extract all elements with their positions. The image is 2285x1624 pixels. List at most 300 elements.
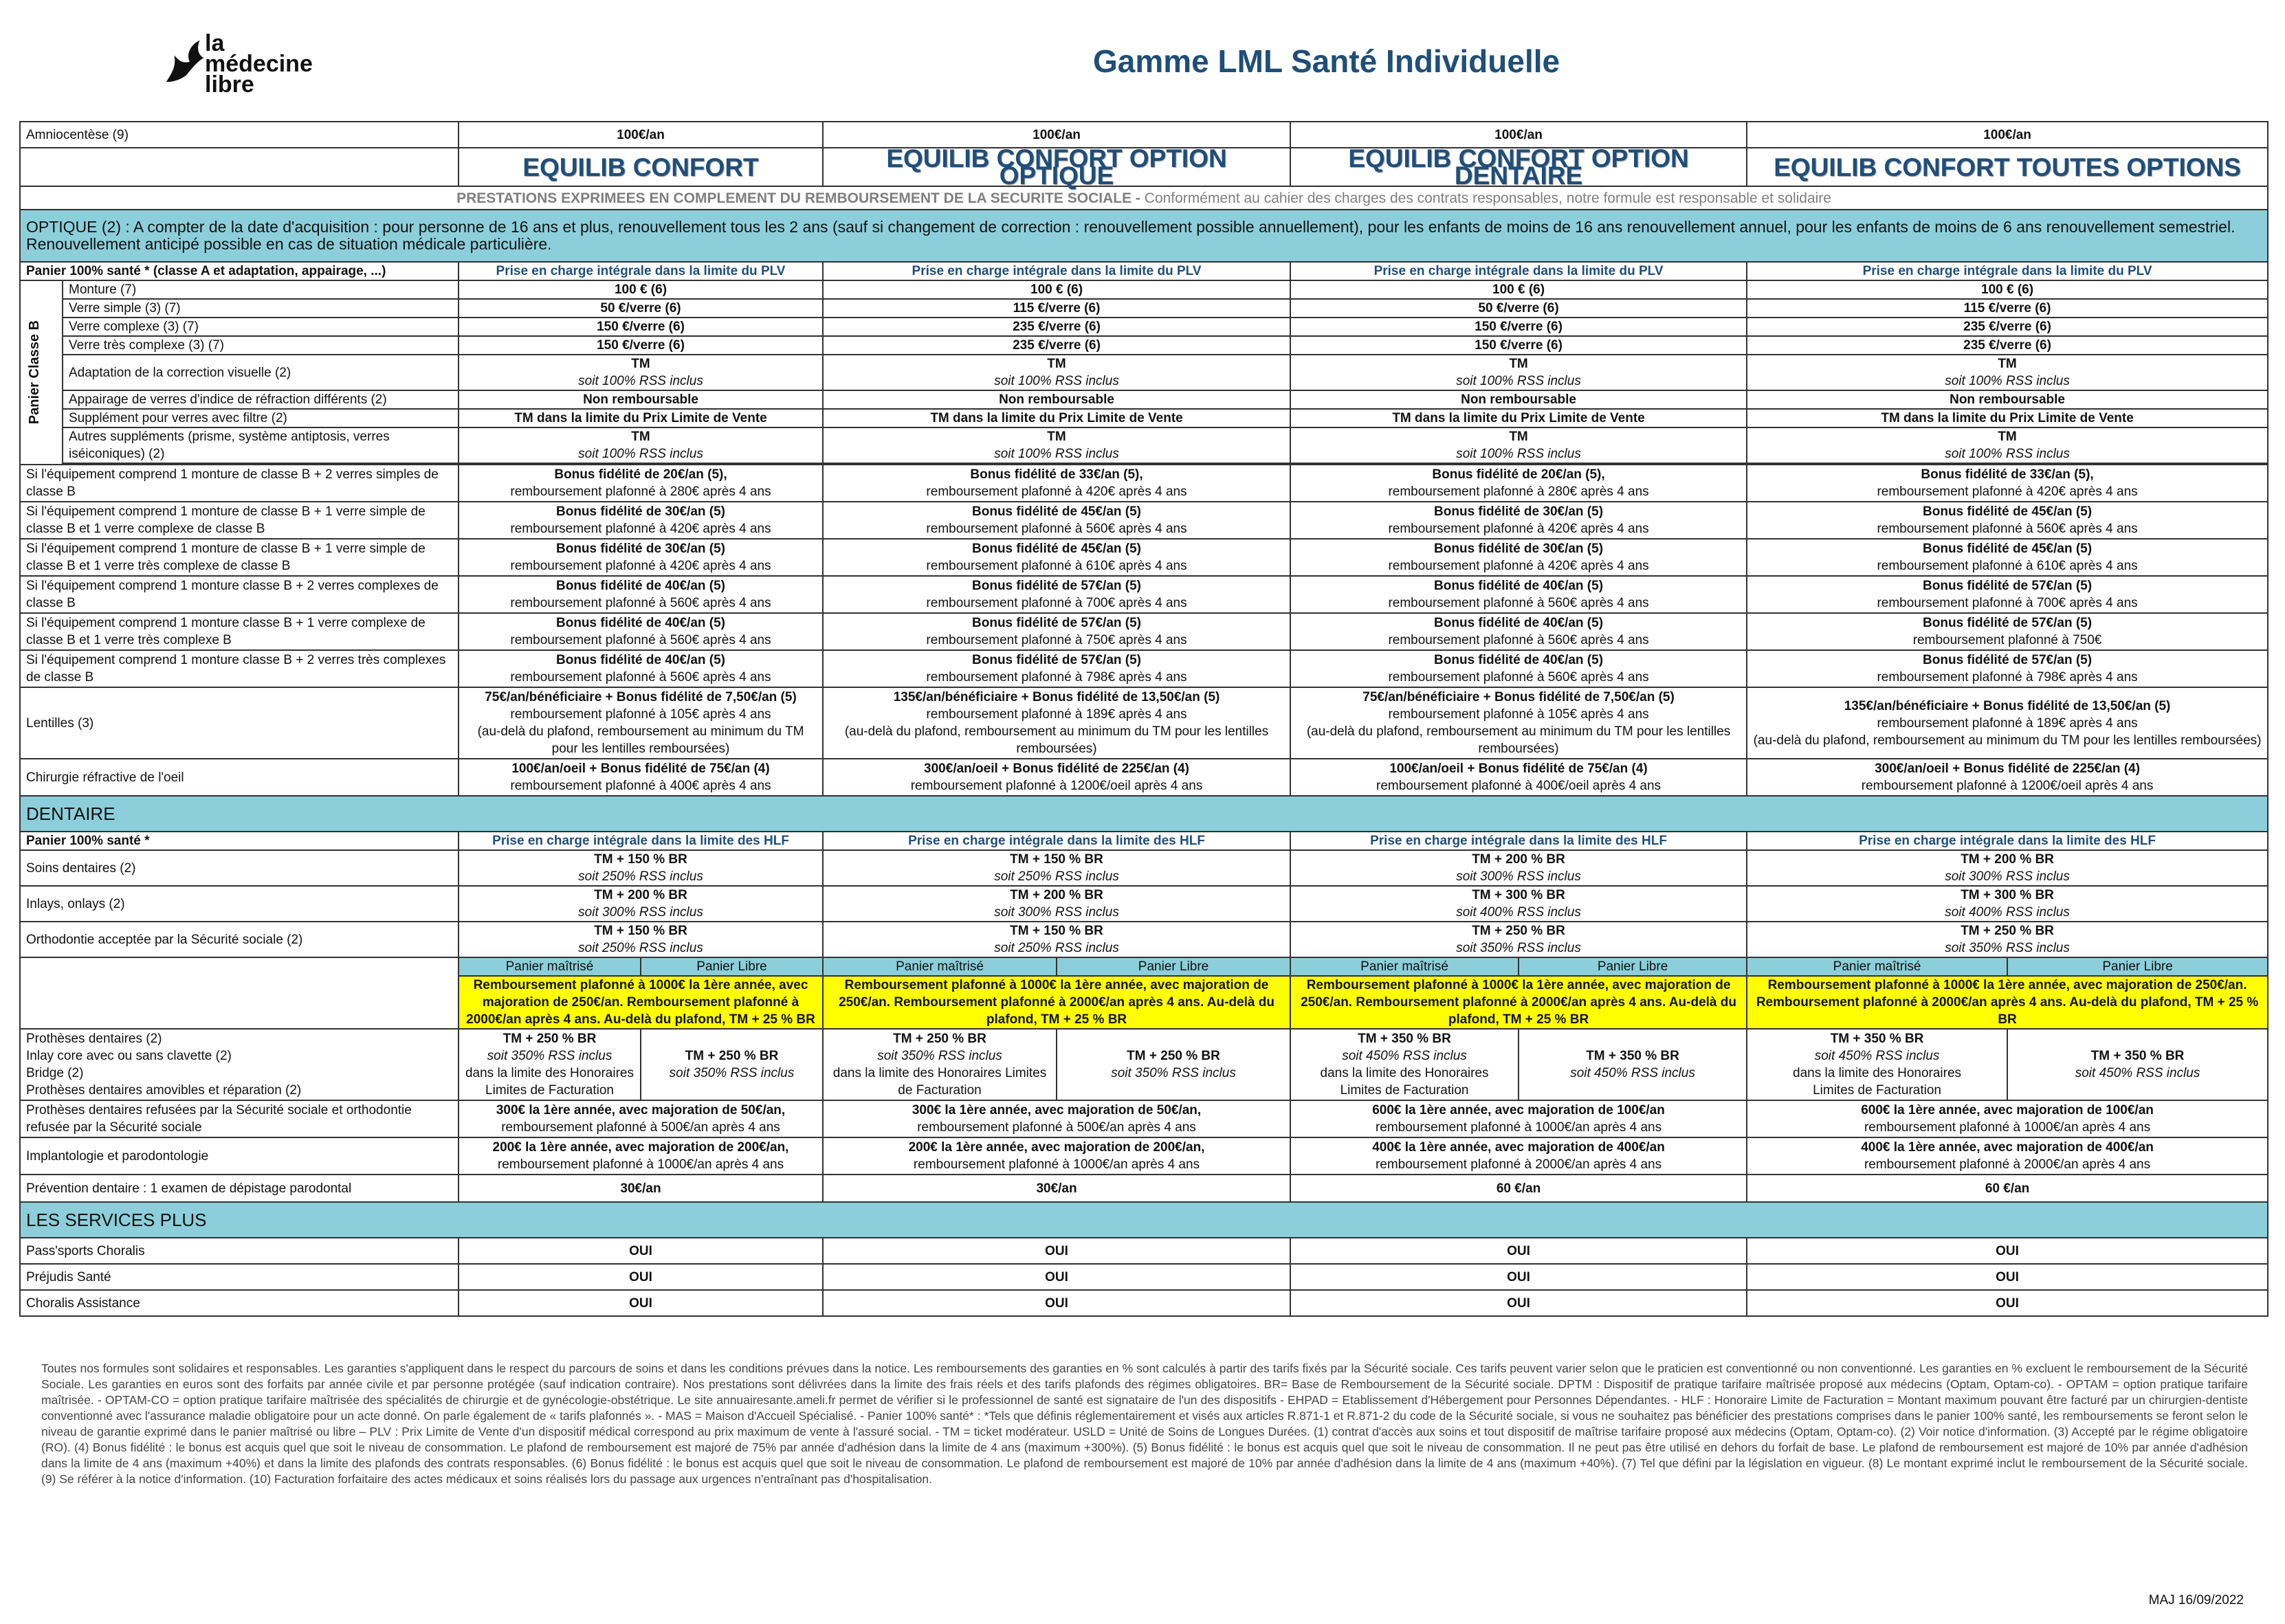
value-cell [1290, 687, 1747, 759]
row-label: Verre très complexe (3) (7) [63, 336, 459, 355]
value-cell [1290, 502, 1747, 539]
dentaire-header [20, 796, 2268, 832]
cell-line: remboursement plafonné à 1000€/an après 4 ans [497, 1157, 784, 1172]
prestations-note: PRESTATIONS EXPRIMEES EN COMPLEMENT DU REMBOURSEMENT DE LA SECURITE SOCIALE - Conformément au cahier des charges des contrats responsables, notre formule est responsable et solidaire [20, 186, 2268, 210]
value-cell [823, 427, 1290, 463]
cell-line: remboursement plafonné à 420€ après 4 ans [510, 559, 771, 573]
section-dentaire: DENTAIRE [20, 796, 2268, 832]
value-cell [459, 687, 823, 759]
panier-header-row [20, 957, 2268, 976]
value-cell: OUI [459, 1238, 823, 1264]
panier-libre-label: Panier Libre [641, 957, 823, 976]
row-label: Choralis Assistance [20, 1290, 459, 1316]
cell-line: remboursement plafonné à 560€ après 4 ans [1388, 596, 1649, 610]
value-cell [1747, 539, 2268, 576]
row-label: Panier 100% santé * (classe A et adaptation, appairage, ...) [20, 262, 459, 280]
value-cell [1747, 1137, 2268, 1175]
panier-maitrise-value [459, 1029, 641, 1100]
panier-libre-value [1057, 1029, 1290, 1100]
cell-line: 600€ la 1ère année, avec majoration de 100€/an [1861, 1103, 2154, 1117]
chirurgie-row [20, 759, 2268, 796]
value-cell: Non remboursable [1747, 390, 2268, 409]
value-cell: 150 €/verre (6) [1290, 336, 1747, 355]
value-cell [1290, 576, 1747, 613]
value-cell [459, 886, 823, 922]
value-cell [1290, 922, 1747, 957]
equipement-row [20, 465, 2268, 502]
optique-header [20, 210, 2268, 262]
cell-line: de Facturation [898, 1083, 982, 1098]
classe-b-text: Panier Classe B [27, 320, 42, 425]
panier-maitrise-value [1747, 1029, 2007, 1100]
value-cell [459, 427, 823, 463]
value-cell [459, 922, 823, 957]
logo [159, 29, 331, 98]
cell-line: Bonus fidélité de 45€/an (5) [972, 504, 1142, 519]
row-label: Soins dentaires (2) [20, 850, 459, 886]
row-label: Pass'sports Choralis [20, 1238, 459, 1264]
value-cell [823, 687, 1290, 759]
cell-line: soit 250% RSS inclus [578, 941, 703, 955]
prestations-bold: PRESTATIONS EXPRIMEES EN COMPLEMENT DU REMBOURSEMENT DE LA SECURITE SOCIALE - [456, 190, 1140, 206]
cell-line: (au-delà du plafond, remboursement au minimum du TM pour les lentilles remboursées) [844, 724, 1269, 756]
cell-line: 135€/an/bénéficiaire + Bonus fidélité de 13,50€/an (5) [893, 690, 1220, 704]
plafond-cell: Remboursement plafonné à 1000€ la 1ère année, avec majoration de 250€/an. Remboursement plafonné à 2000€/an après 4 ans. Au-delà du plafond, TM + 25 % BR [1290, 976, 1747, 1029]
panier-libre-value [641, 1029, 823, 1100]
cell-line: TM + 350 % BR [1830, 1032, 1924, 1046]
value-cell: 50 €/verre (6) [1290, 299, 1747, 318]
panier-maitrise-label: Panier maîtrisé [1290, 957, 1519, 976]
panier-maitrise-label: Panier maîtrisé [1747, 957, 2007, 976]
cell-line: 135€/an/bénéficiaire + Bonus fidélité de 13,50€/an (5) [1844, 698, 2171, 713]
cell-line: remboursement plafonné à 280€ après 4 ans [1388, 485, 1649, 499]
cell-line: soit 450% RSS inclus [1570, 1066, 1695, 1080]
cell-line: TM + 150 % BR [1010, 852, 1103, 867]
cell-line: TM + 200 % BR [1472, 852, 1565, 867]
cell-line: TM + 250 % BR [893, 1032, 986, 1046]
value-cell: 100 € (6) [823, 280, 1290, 299]
cell-line: (au-delà du plafond, remboursement au minimum du TM pour les lentilles remboursées) [477, 724, 804, 756]
row-label [20, 1029, 459, 1100]
value-cell: OUI [1290, 1290, 1747, 1316]
cell-line: remboursement plafonné à 420€ après 4 ans [1388, 559, 1649, 573]
cell-line: Inlay core avec ou sans clavette (2) [26, 1049, 232, 1063]
cell-line: TM + 350 % BR [2090, 1049, 2185, 1063]
row-label: Si l'équipement comprend 1 monture classe B + 1 verre complexe de classe B et 1 verre très complexe B [20, 613, 459, 650]
value-cell: OUI [459, 1264, 823, 1290]
cell-line: remboursement plafonné à 420€ après 4 ans [1877, 485, 2138, 499]
cell-line: (au-delà du plafond, remboursement au minimum du TM pour les lentilles remboursées) [1753, 733, 2262, 748]
cell-line: Bonus fidélité de 30€/an (5) [1434, 504, 1604, 519]
row-label: Verre complexe (3) (7) [63, 318, 459, 336]
value-cell: OUI [1290, 1238, 1747, 1264]
table-row [20, 262, 2268, 280]
value-cell [823, 465, 1290, 502]
cell-line: remboursement plafonné à 560€ après 4 ans [1877, 522, 2138, 536]
cell-line: remboursement plafonné à 280€ après 4 ans [510, 485, 771, 499]
cell-line: TM + 250 % BR [1127, 1049, 1220, 1063]
value-cell [1747, 613, 2268, 650]
cell-line: Prothèses dentaires amovibles et réparation (2) [26, 1083, 302, 1098]
cell-line: Bonus fidélité de 57€/an (5) [1923, 616, 2093, 630]
cell-line: Bonus fidélité de 40€/an (5) [556, 616, 725, 630]
cell-line: dans la limite des Honoraires [1793, 1066, 1962, 1080]
cell-line: soit 100% RSS inclus [578, 447, 703, 461]
service-row [20, 1290, 2268, 1316]
value-cell [459, 502, 823, 539]
cell-line: Bonus fidélité de 57€/an (5) [1923, 653, 2093, 667]
row-label: Verre simple (3) (7) [63, 299, 459, 318]
table-row [20, 299, 2268, 318]
cell-line: soit 300% RSS inclus [1456, 869, 1581, 884]
formula-name: EQUILIB CONFORT TOUTES OPTIONS [1747, 148, 2268, 186]
update-date: MAJ 16/09/2022 [2148, 1593, 2244, 1608]
cell-line: Bonus fidélité de 45€/an (5) [972, 542, 1142, 556]
cell-line: Bonus fidélité de 33€/an (5), [970, 467, 1143, 482]
value-cell: Prise en charge intégrale dans la limite des HLF [1290, 832, 1747, 850]
value-cell: 60 €/an [1747, 1175, 2268, 1202]
cell-line: TM + 150 % BR [594, 924, 687, 938]
cell-line: 100€/an/oeil + Bonus fidélité de 75€/an (4) [511, 761, 770, 776]
equipement-row [20, 502, 2268, 539]
protheses-row [20, 1029, 2268, 1100]
value-cell: Prise en charge intégrale dans la limite du PLV [1747, 262, 2268, 280]
plafond-cell: Remboursement plafonné à 1000€ la 1ère année, avec majoration de 250€/an. Remboursement plafonné à 2000€/an après 4 ans. Au-delà du plafond, TM + 25 % BR [1747, 976, 2268, 1029]
formula-row [20, 148, 2268, 186]
row-label: Chirurgie réfractive de l'oeil [20, 759, 459, 796]
section-services: LES SERVICES PLUS [20, 1202, 2268, 1238]
row-label: Implantologie et parodontologie [20, 1137, 459, 1175]
cell-line: Limites de Facturation [1813, 1083, 1941, 1098]
value-cell [823, 576, 1290, 613]
cell-line: remboursement plafonné à 420€ après 4 ans [510, 522, 771, 536]
cell-line: remboursement plafonné à 1200€/oeil après 4 ans [1861, 779, 2154, 793]
cell-line: TM [1047, 357, 1066, 371]
cell-line: Bonus fidélité de 57€/an (5) [972, 616, 1142, 630]
value-cell: 235 €/verre (6) [823, 336, 1290, 355]
table-row [20, 832, 2268, 850]
value-cell [823, 759, 1290, 796]
cell-line: soit 250% RSS inclus [578, 869, 703, 884]
cell-line: TM [631, 357, 650, 371]
cell-line: soit 300% RSS inclus [578, 905, 703, 920]
value-cell [1290, 613, 1747, 650]
cell-line: 200€ la 1ère année, avec majoration de 200€/an, [492, 1140, 789, 1155]
value-cell: Non remboursable [823, 390, 1290, 409]
cell-line: Bonus fidélité de 40€/an (5) [1434, 616, 1604, 630]
value-cell: 150 €/verre (6) [459, 318, 823, 336]
value-cell [1747, 502, 2268, 539]
formula-name: EQUILIB CONFORT OPTION DENTAIRE [1290, 148, 1747, 186]
value-cell: OUI [1290, 1264, 1747, 1290]
row-label: Si l'équipement comprend 1 monture de classe B + 1 verre simple de classe B et 1 verre complexe de classe B [20, 502, 459, 539]
cell-line: dans la limite des Honoraires Limites [832, 1066, 1047, 1080]
value-cell: 100 € (6) [1747, 280, 2268, 299]
row-label: Si l'équipement comprend 1 monture classe B + 2 verres complexes de classe B [20, 576, 459, 613]
cell-line: TM + 300 % BR [1961, 888, 2054, 902]
cell-line: remboursement plafonné à 560€ après 4 ans [1388, 670, 1649, 685]
cell-line: remboursement plafonné à 420€ après 4 ans [926, 485, 1187, 499]
panier-maitrise-label: Panier maîtrisé [823, 957, 1057, 976]
cell-line: 75€/an/bénéficiaire + Bonus fidélité de 7,50€/an (5) [1362, 690, 1675, 704]
cell-line: Bonus fidélité de 57€/an (5) [1923, 579, 2093, 593]
cell-line: TM + 250 % BR [1961, 924, 2054, 938]
value-cell [459, 613, 823, 650]
cell-line: remboursement plafonné à 105€ après 4 ans [510, 707, 771, 722]
row-label: Adaptation de la correction visuelle (2) [63, 355, 459, 390]
value-cell [823, 886, 1290, 922]
value-cell [1747, 1100, 2268, 1137]
table-row [20, 409, 2268, 427]
prestations-row [20, 186, 2268, 210]
value-cell [823, 502, 1290, 539]
value-cell [823, 1137, 1290, 1175]
cell-line: Bonus fidélité de 45€/an (5) [1923, 542, 2093, 556]
cell-line: 300€/an/oeil + Bonus fidélité de 225€/an (4) [1875, 761, 2141, 776]
cell-line: soit 350% RSS inclus [487, 1049, 612, 1063]
row-label: Appairage de verres d'indice de réfraction différents (2) [63, 390, 459, 409]
cell-line: 300€ la 1ère année, avec majoration de 50€/an, [912, 1103, 1202, 1117]
cell-line: Bridge (2) [26, 1066, 84, 1080]
value-cell [1747, 922, 2268, 957]
cell-line: remboursement plafonné à 560€ après 4 ans [510, 633, 771, 647]
table-row [20, 427, 2268, 463]
cell-line: Limites de Facturation [485, 1083, 614, 1098]
table-row [20, 355, 2268, 390]
cell-line: remboursement plafonné à 1200€/oeil après 4 ans [910, 779, 1203, 793]
value-cell: Non remboursable [459, 390, 823, 409]
value-cell [1290, 886, 1747, 922]
cell-line: TM + 200 % BR [1010, 888, 1103, 902]
value-cell [1747, 650, 2268, 687]
panier-maitrise-value [1290, 1029, 1519, 1100]
value-cell: 60 €/an [1290, 1175, 1747, 1202]
equipement-row [20, 539, 2268, 576]
value-cell: 115 €/verre (6) [1747, 299, 2268, 318]
cell-line: remboursement plafonné à 610€ après 4 ans [926, 559, 1187, 573]
value-cell: TM dans la limite du Prix Limite de Vente [823, 409, 1290, 427]
row-label: Amniocentèse (9) [20, 122, 459, 148]
row-label: Supplément pour verres avec filtre (2) [63, 409, 459, 427]
formula-name: EQUILIB CONFORT [459, 148, 823, 186]
value-cell [459, 355, 823, 390]
cell-line: soit 450% RSS inclus [1814, 1049, 1940, 1063]
value-cell [459, 1137, 823, 1175]
cell-line: Bonus fidélité de 40€/an (5) [1434, 653, 1604, 667]
row-label: Panier 100% santé * [20, 832, 459, 850]
cell-line: soit 350% RSS inclus [1456, 941, 1581, 955]
cell-line: Bonus fidélité de 33€/an (5), [1921, 467, 2094, 482]
value-cell: OUI [823, 1264, 1290, 1290]
value-cell: Non remboursable [1290, 390, 1747, 409]
cell-line: remboursement plafonné à 560€ après 4 ans [1388, 633, 1649, 647]
cell-line: remboursement plafonné à 798€ après 4 ans [926, 670, 1187, 685]
cell-line: soit 100% RSS inclus [1945, 447, 2070, 461]
cell-line: TM + 350 % BR [1586, 1049, 1679, 1063]
table-row [20, 336, 2268, 355]
cell-line: soit 100% RSS inclus [1456, 374, 1581, 388]
cell-line: 600€ la 1ère année, avec majoration de 100€/an [1372, 1103, 1665, 1117]
cell-line: soit 250% RSS inclus [994, 869, 1119, 884]
classe-b-label [20, 280, 63, 465]
cell-line: remboursement plafonné à 560€ après 4 ans [510, 596, 771, 610]
value-cell: OUI [1747, 1238, 2268, 1264]
value-cell: 30€/an [459, 1175, 823, 1202]
cell-line: Bonus fidélité de 57€/an (5) [972, 579, 1142, 593]
cell-line: soit 400% RSS inclus [1945, 905, 2070, 920]
value-cell: 150 €/verre (6) [1290, 318, 1747, 336]
cell-line: remboursement plafonné à 1000€/an après 4 ans [1375, 1120, 1662, 1135]
page-title: Gamme LML Santé Individuelle [1093, 43, 1560, 79]
cell-line: remboursement plafonné à 1000€/an après 4 ans [913, 1157, 1200, 1172]
panier-libre-value [1519, 1029, 1747, 1100]
cell-line: soit 350% RSS inclus [1945, 941, 2070, 955]
row-label: Prévention dentaire : 1 examen de dépistage parodontal [20, 1175, 459, 1202]
plafond-cell: Remboursement plafonné à 1000€ la 1ère année, avec majoration de 250€/an. Remboursement plafonné à 2000€/an après 4 ans. Au-delà du plafond, TM + 25 % BR [459, 976, 823, 1029]
value-cell [1290, 850, 1747, 886]
table-row [20, 922, 2268, 957]
value-cell [823, 1100, 1290, 1137]
row-label: Orthodontie acceptée par la Sécurité sociale (2) [20, 922, 459, 957]
cell-line: 200€ la 1ère année, avec majoration de 200€/an, [908, 1140, 1205, 1155]
value-cell [1747, 355, 2268, 390]
cell-line: 300€ la 1ère année, avec majoration de 50€/an, [496, 1103, 786, 1117]
cell-line: TM + 250 % BR [685, 1049, 779, 1063]
value-cell: TM dans la limite du Prix Limite de Vente [1290, 409, 1747, 427]
cell-line: remboursement plafonné à 500€/an après 4 ans [501, 1120, 780, 1135]
value-cell: Prise en charge intégrale dans la limite du PLV [1290, 262, 1747, 280]
value-cell: OUI [823, 1290, 1290, 1316]
value-cell [1290, 355, 1747, 390]
panier-libre-value [2007, 1029, 2268, 1100]
cell-line: Bonus fidélité de 30€/an (5) [556, 542, 725, 556]
cell-line: Bonus fidélité de 30€/an (5) [1434, 542, 1604, 556]
cell-line: remboursement plafonné à 750€ après 4 ans [926, 633, 1187, 647]
cell-line: TM + 150 % BR [594, 852, 687, 867]
table-row [20, 280, 2268, 299]
cell-line: soit 100% RSS inclus [1945, 374, 2070, 388]
cell-line: remboursement plafonné à 105€ après 4 ans [1388, 707, 1649, 722]
value-cell [1747, 427, 2268, 463]
value-cell [823, 355, 1290, 390]
cell-line: Bonus fidélité de 40€/an (5) [1434, 579, 1604, 593]
cell-line: soit 350% RSS inclus [1111, 1066, 1236, 1080]
table-row [20, 850, 2268, 886]
cell-line: Bonus fidélité de 30€/an (5) [556, 504, 725, 519]
cell-line: remboursement plafonné à 560€ après 4 ans [926, 522, 1187, 536]
cell-line: 100€/an/oeil + Bonus fidélité de 75€/an (4) [1389, 761, 1648, 776]
value-cell: 100€/an [1290, 122, 1747, 148]
table-row [20, 1137, 2268, 1175]
row-label: Monture (7) [63, 280, 459, 299]
section-optique: OPTIQUE (2) : A compter de la date d'acquisition : pour personne de 16 ans et plus, renouvellement tous les 2 ans (sauf si changement de correction : renouvellement possible annuellement), pour les enfants de moins de 16 ans renouvellement annuel, pour les enfants de moins de 6 ans renouvellement semestriel. Renouvellement anticipé possible en cas de situation médicale particulière. [20, 210, 2268, 262]
equipement-row [20, 576, 2268, 613]
value-cell [1290, 759, 1747, 796]
cell-line: 400€ la 1ère année, avec majoration de 400€/an [1372, 1140, 1665, 1155]
row-label: Si l'équipement comprend 1 monture classe B + 2 verres très complexes de classe B [20, 650, 459, 687]
value-cell: 100€/an [459, 122, 823, 148]
value-cell [459, 465, 823, 502]
panier-libre-label: Panier Libre [2007, 957, 2268, 976]
row-label: Préjudis Santé [20, 1264, 459, 1290]
value-cell [823, 850, 1290, 886]
value-cell: 150 €/verre (6) [459, 336, 823, 355]
value-cell: 100€/an [1747, 122, 2268, 148]
cell-line: TM + 250 % BR [503, 1032, 597, 1046]
cell-line: remboursement plafonné à 2000€/an après 4 ans [1864, 1157, 2151, 1172]
value-cell [1747, 465, 2268, 502]
logo-text: la médecine libre [205, 30, 313, 98]
cell-line: Bonus fidélité de 45€/an (5) [1923, 504, 2093, 519]
row-label: Si l'équipement comprend 1 monture de classe B + 2 verres simples de classe B [20, 465, 459, 502]
cell-line: remboursement plafonné à 420€ après 4 ans [1388, 522, 1649, 536]
panier-libre-label: Panier Libre [1519, 957, 1747, 976]
cell-line: 75€/an/bénéficiaire + Bonus fidélité de 7,50€/an (5) [485, 690, 797, 704]
cell-line: TM [1998, 430, 2017, 444]
cell-line: remboursement plafonné à 189€ après 4 ans [1877, 715, 2138, 731]
value-cell [823, 650, 1290, 687]
cell-line: soit 350% RSS inclus [877, 1049, 1002, 1063]
cell-line: TM + 150 % BR [1010, 924, 1103, 938]
prevention-row [20, 1175, 2268, 1202]
value-cell: TM dans la limite du Prix Limite de Vente [1747, 409, 2268, 427]
cell-line: soit 100% RSS inclus [578, 374, 703, 388]
cell-line: (au-delà du plafond, remboursement au minimum du TM pour les lentilles remboursées) [1306, 724, 1731, 756]
row-label [20, 957, 459, 1029]
cell-line: Bonus fidélité de 20€/an (5), [1432, 467, 1605, 482]
value-cell: 30€/an [823, 1175, 1290, 1202]
value-cell [1747, 850, 2268, 886]
value-cell [1747, 759, 2268, 796]
value-cell [1747, 576, 2268, 613]
cell-line: soit 100% RSS inclus [1456, 447, 1581, 461]
row-label: Inlays, onlays (2) [20, 886, 459, 922]
value-cell: 235 €/verre (6) [823, 318, 1290, 336]
footnote: Toutes nos formules sont solidaires et responsables. Les garanties s'appliquent dans le respect du parcours de soins et dans les conditions prévues dans la notice. Les remboursements des garanties en % sont calculés à partir des tarifs fixés par la Sécurité sociale. Ces tarifs peuvent varier selon que le praticien est conventionné ou non conventionné. Les garanties en % excluent le remboursement de la Sécurité Sociale. Les garanties en euros sont des forfaits par année civile et par personne protégée (sauf indication contraire). Nos prestations sont délivrées dans la limite des frais réels et des tarifs plafonds des régimes obligatoires. BR= Base de Remboursement de la Sécurité sociale. DPTM : Dispositif de pratique tarifaire maîtrisée proposé aux médecins (Optam, Optam-co). - OPTAM = option pratique tarifaire maîtrisée. - OPTAM-CO = option pratique tarifaire maîtrisée des spécialités de chirurgie et de gynécologie-obstétrique. Le site annuairesante.ameli.fr permet de vérifier si le professionnel de santé est signataire de l'un des dispositifs - EHPAD = Etablissement d'Hébergement pour Personnes Dépendantes. - HLF : Honoraire Limite de Facturation = Montant maximum pouvant être facturé par un chirurgien-dentiste conventionné avec l'assurance maladie obligatoire pour un acte donné. On parle également de « tarifs plafonnés ». - MAS = Maison d'Accueil Spécialisé. - Panier 100% santé* : *Tels que définis réglementairement et visés aux articles R.871-1 et R.871-2 du code de la Sécurité sociale, si vous ne souhaitez pas bénéficier des prestations comprises dans le panier 100% santé, les remboursements se feront selon le niveau de garantie exprimé dans le panier maîtrisé ou libre – PLV : Prix Limite de Vente d'un dispositif médical correspond au prix maximum de vente à l'assuré social. - TM = ticket modérateur. USLD = Unité de Soins de Longues Durées. (1) contrat d'accès aux soins et tout dispositif de maîtrise tarifaire proposé aux médecins (Optam, Optam-co). (2) Voir notice d'information. (3) Accepté par le régime obligatoire (RO). (4) Bonus fidélité : le bonus est acquis quel que soit le niveau de consommation. Le plafond de remboursement est majoré de 75% par année d'adhésion dans la limite de 4 ans (maximum +300%). (5) Bonus fidélité : le bonus est acquis quel que soit le niveau de consommation. Il ne peut pas être utilisé en dehors du forfait de base. Le plafond de remboursement est majoré de 10% par année d'adhésion dans la limite de 4 ans (maximum +40%) et dans la limite des plafonds des contrats responsables. (6) Bonus fidélité : le bonus est acquis quel que soit le niveau de consommation. Le plafond de remboursement est majoré de 10% par année d'adhésion dans la limite de 4 ans (maximum +40%). (7) Tel que défini par la législation en vigueur. (8) Le montant exprimé inclut le remboursement de la Sécurité sociale. (9) Se référer à la notice d'information. (10) Facturation forfaitaire des actes médicaux et soins réalisés lors du passage aux urgences n'entraînant pas d'hospitalisation. [41, 1361, 2248, 1486]
value-cell: 115 €/verre (6) [823, 299, 1290, 318]
value-cell: 100 € (6) [459, 280, 823, 299]
value-cell [459, 650, 823, 687]
cell-line: Prothèses dentaires (2) [26, 1032, 162, 1046]
value-cell [459, 850, 823, 886]
cell-line: TM [1509, 357, 1528, 371]
cell-line: remboursement plafonné à 1000€/an après 4 ans [1864, 1120, 2151, 1135]
cell-line: soit 350% RSS inclus [669, 1066, 795, 1080]
value-cell: Prise en charge intégrale dans la limite des HLF [459, 832, 823, 850]
cell-line: TM + 250 % BR [1472, 924, 1565, 938]
value-cell [1290, 1100, 1747, 1137]
equipement-row [20, 650, 2268, 687]
panier-maitrise-value [823, 1029, 1057, 1100]
value-cell [823, 922, 1290, 957]
cell-line: remboursement plafonné à 560€ après 4 ans [510, 670, 771, 685]
table-row [20, 318, 2268, 336]
lentilles-row [20, 687, 2268, 759]
cell-line: remboursement plafonné à 400€/oeil après 4 ans [1376, 779, 1662, 793]
cell-line: Limites de Facturation [1340, 1083, 1469, 1098]
table-row [20, 390, 2268, 409]
cell-line: Bonus fidélité de 20€/an (5), [554, 467, 727, 482]
cell-line: soit 100% RSS inclus [994, 447, 1119, 461]
value-cell [1290, 1137, 1747, 1175]
value-cell: OUI [1747, 1264, 2268, 1290]
value-cell: 100 € (6) [1290, 280, 1747, 299]
value-cell [1747, 886, 2268, 922]
cell-line: Bonus fidélité de 57€/an (5) [972, 653, 1142, 667]
cell-line: remboursement plafonné à 750€ [1912, 633, 2102, 647]
guarantees-table [19, 121, 2267, 1317]
panier-maitrise-label: Panier maîtrisé [459, 957, 641, 976]
